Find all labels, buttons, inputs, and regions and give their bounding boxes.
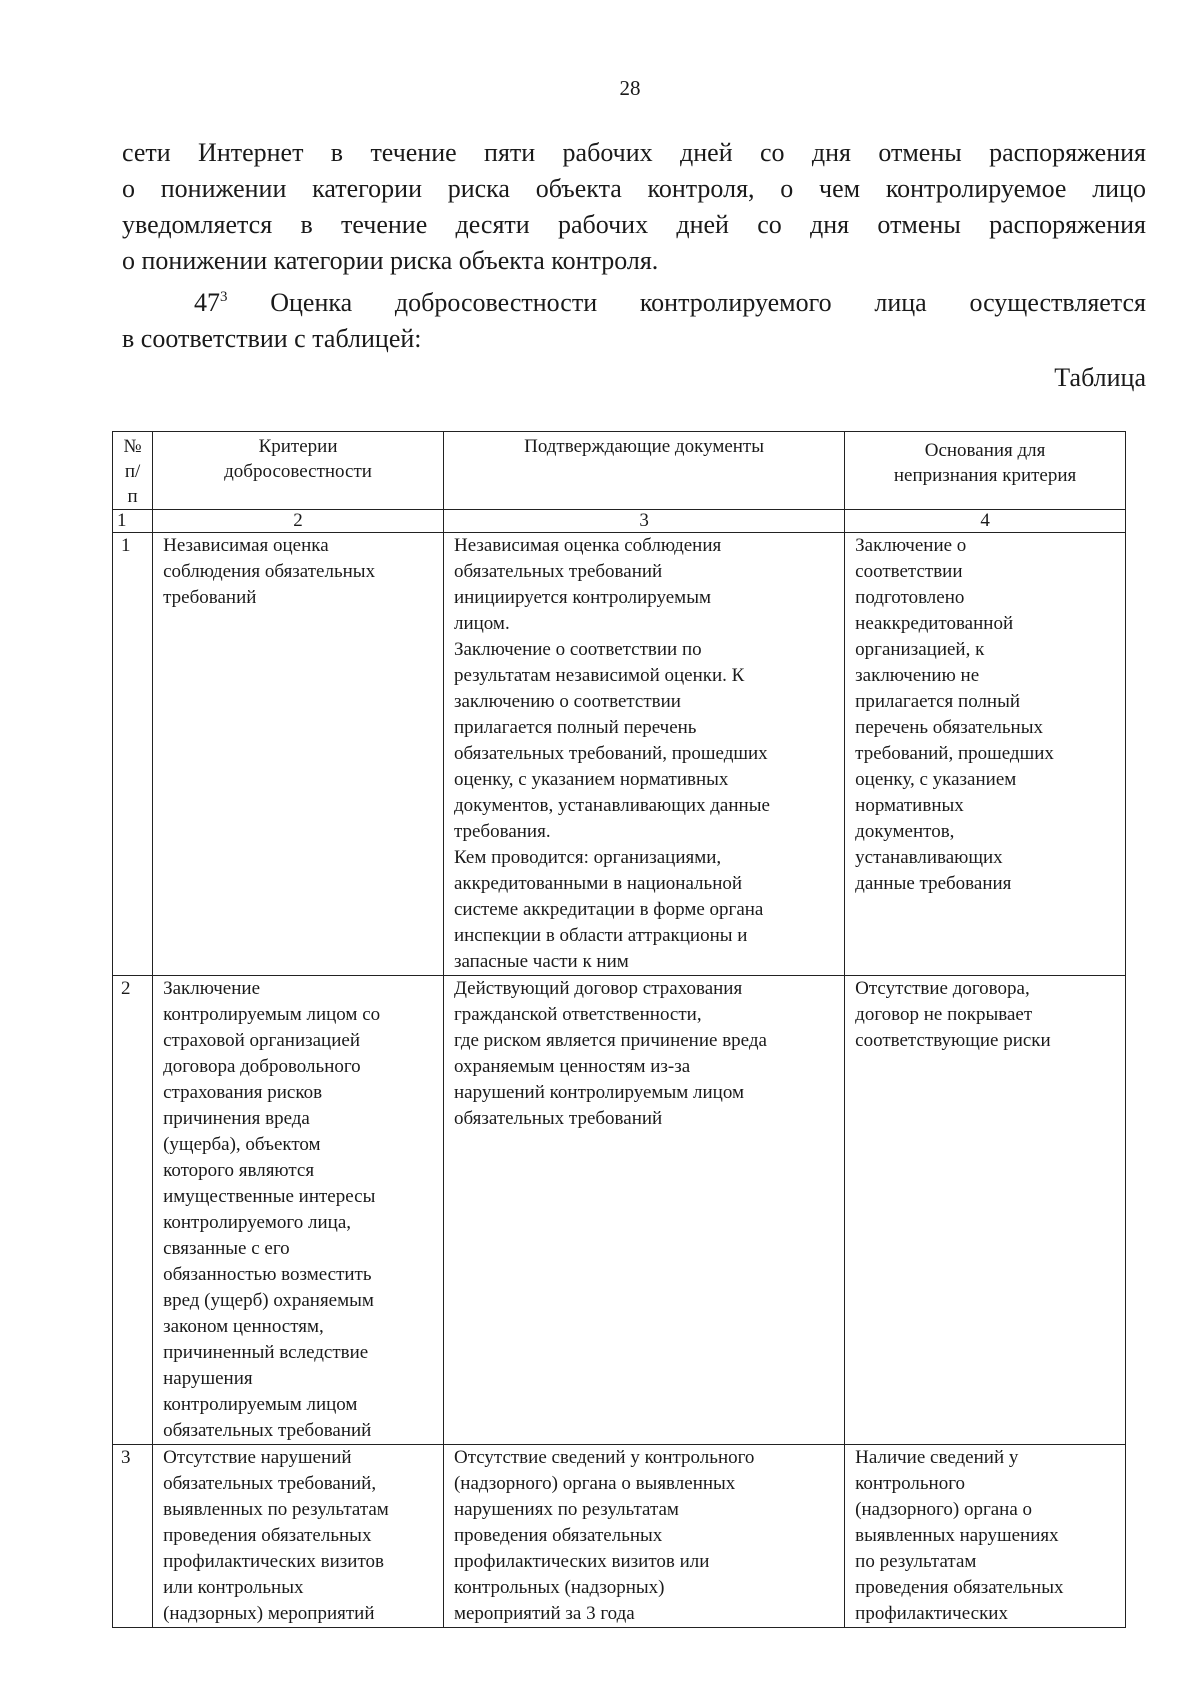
table-row <box>113 976 1126 1445</box>
clause-text: Оценка добросовестности контролируемого лица осуществляется <box>227 288 1146 317</box>
paragraph-line: в соответствии с таблицей: <box>122 324 422 353</box>
row-documents: Отсутствие сведений у контрольного (надзорного) органа о выявленных нарушениях по результатам проведения обязательных профилактических визитов или контрольных (надзорных) мероприятий за 3 года <box>443 1445 844 1628</box>
table-caption: Таблица <box>1054 363 1146 392</box>
table-row <box>113 533 1126 976</box>
paragraph-intro <box>122 135 1146 279</box>
header-grounds: Основания для непризнания критерия <box>845 432 1126 510</box>
paragraph-line: уведомляется в течение десяти рабочих дней со дня отмены распоряжения <box>122 210 1146 239</box>
row-documents: Независимая оценка соблюдения обязательных требований инициируется контролируемым лицом. Заключение о соответствии по результатам независимой оценки. К заключению о соответствии прилагается полный перечень обязательных требований, прошедших оценку, с указанием нормативных документов, устанавливающих данные требования. Кем проводится: организациями, аккредитованными в национальной системе аккредитации в форме органа инспекции в области аттракционы и запасные части к ним <box>443 533 844 976</box>
row-number: 2 <box>113 976 153 1445</box>
row-criteria: Независимая оценка соблюдения обязательных требований <box>153 533 444 976</box>
clause-superscript: 3 <box>220 289 228 305</box>
paragraph-line: о понижении категории риска объекта контроля. <box>122 246 659 275</box>
column-index-row <box>113 510 1126 533</box>
criteria-table <box>112 431 1126 1628</box>
clause-number: 47 <box>194 288 220 317</box>
row-documents: Действующий договор страхования гражданской ответственности, где риском является причинение вреда охраняемым ценностям из-за нарушений контролируемым лицом обязательных требований <box>443 976 844 1445</box>
paragraph-line: о понижении категории риска объекта контроля, о чем контролируемое лицо <box>122 174 1146 203</box>
row-criteria: Отсутствие нарушений обязательных требований, выявленных по результатам проведения обязательных профилактических визитов или контрольных (надзорных) мероприятий <box>153 1445 444 1628</box>
table-header-row <box>113 432 1126 510</box>
page-number: 28 <box>619 76 641 100</box>
column-index: 2 <box>153 510 444 533</box>
table-row <box>113 1445 1126 1628</box>
row-number: 3 <box>113 1445 153 1628</box>
row-criteria: Заключение контролируемым лицом со страховой организацией договора добровольного страхования рисков причинения вреда (ущерба), объектом которого являются имущественные интересы контролируемого лица, связанные с его обязанностью возместить вред (ущерб) охраняемым законом ценностям, причиненный вследствие нарушения контролируемым лицом обязательных требований <box>153 976 444 1445</box>
header-criteria: Критерии добросовестности <box>153 432 444 510</box>
header-number: № п/п <box>113 432 153 510</box>
header-documents: Подтверждающие документы <box>443 432 844 510</box>
row-grounds: Заключение о соответствии подготовлено неаккредитованной организацией, к заключению не прилагается полный перечень обязательных требований, прошедших оценку, с указанием нормативных документов, устанавливающих данные требования <box>845 533 1126 976</box>
column-index: 4 <box>845 510 1126 533</box>
row-grounds: Отсутствие договора, договор не покрывает соответствующие риски <box>845 976 1126 1445</box>
row-grounds: Наличие сведений у контрольного (надзорного) органа о выявленных нарушениях по результатам проведения обязательных профилактических <box>845 1445 1126 1628</box>
row-number: 1 <box>113 533 153 976</box>
column-index: 3 <box>443 510 844 533</box>
paragraph-47-3 <box>122 279 1146 357</box>
paragraph-line <box>122 279 1146 321</box>
column-index: 1 <box>113 510 153 533</box>
paragraph-line: сети Интернет в течение пяти рабочих дней со дня отмены распоряжения <box>122 138 1146 167</box>
